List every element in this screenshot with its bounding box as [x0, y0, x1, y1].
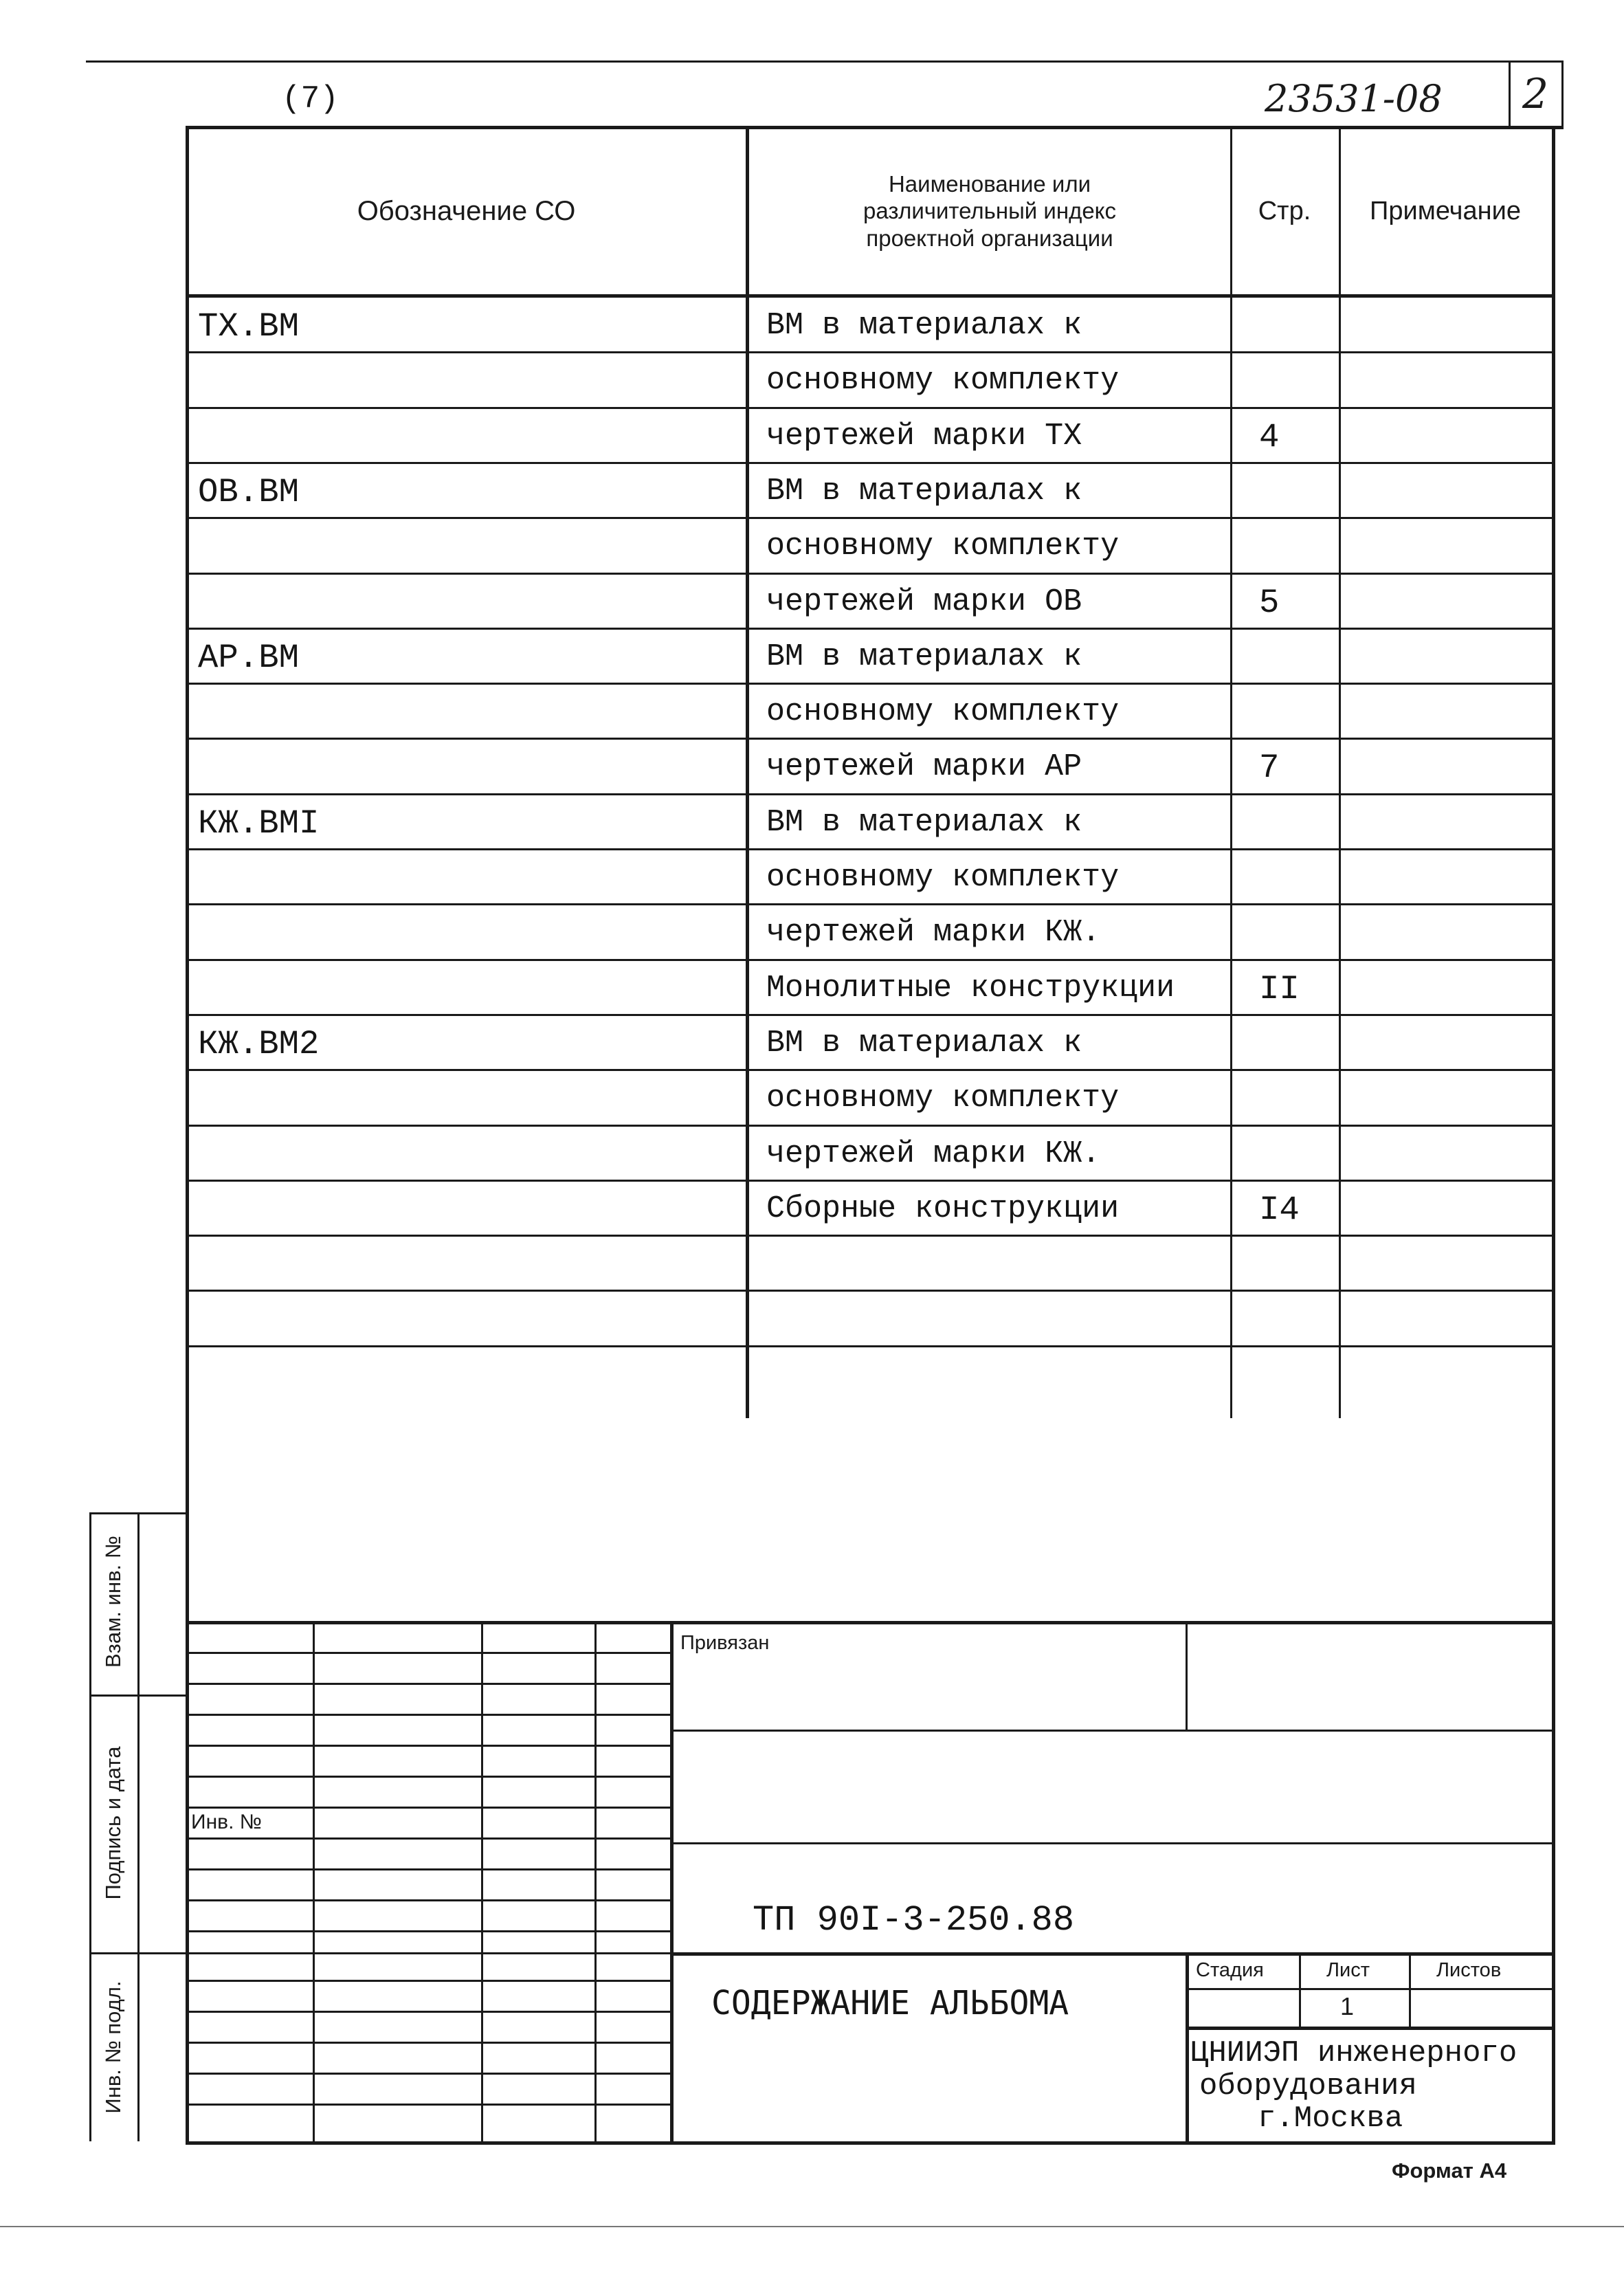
header-note: Примечание — [1370, 196, 1521, 225]
row-name: чертежей марки ТХ — [766, 418, 1082, 454]
privyazan-label: Привязан — [680, 1632, 770, 1654]
row-designation: ОВ.ВМ — [198, 472, 300, 511]
header-page: Стр. — [1258, 196, 1311, 225]
row-name: чертежей марки ОВ — [766, 584, 1082, 619]
row-page: II — [1259, 969, 1300, 1008]
row-name: ВМ в материалах к — [766, 473, 1082, 509]
frame-left — [186, 126, 189, 2143]
row-name: ВМ в материалах к — [766, 804, 1082, 840]
row-name: основному комплекту — [766, 1081, 1120, 1116]
inv-no-label: Инв. № — [191, 1811, 262, 1833]
row-designation: ТХ.ВМ — [198, 307, 300, 346]
row-name: ВМ в материалах к — [766, 1025, 1082, 1061]
row-name: ВМ в материалах к — [766, 639, 1082, 674]
row-name: основному комплекту — [766, 529, 1120, 564]
sheets-label: Листов — [1436, 1959, 1502, 1981]
document-title: СОДЕРЖАНИЕ АЛЬБОМА — [711, 1984, 1069, 2022]
row-name: чертежей марки КЖ. — [766, 915, 1101, 951]
page-number-left: (7) — [282, 81, 339, 117]
row-page: 4 — [1259, 417, 1280, 456]
row-name: Сборные конструкции — [766, 1191, 1120, 1226]
row-name: основному комплекту — [766, 694, 1120, 730]
sheet-label: Лист — [1326, 1959, 1370, 1981]
org-line-2: оборудования — [1199, 2069, 1417, 2104]
side-label-inv-podl: Инв. № подл. — [101, 1980, 125, 2114]
row-name: основному комплекту — [766, 860, 1120, 895]
header-designation: Обозначение СО — [357, 195, 576, 226]
org-line-1: ЦНИИЭП инженерного — [1190, 2036, 1517, 2071]
row-name: чертежей марки КЖ. — [766, 1136, 1101, 1171]
document-code: 23531-08 — [1265, 77, 1443, 120]
row-designation: КЖ.ВМ2 — [198, 1024, 320, 1063]
row-name: Монолитные конструкции — [766, 970, 1175, 1006]
frame-bottom — [186, 2141, 1555, 2145]
header-name: Наименование или различительный индекс проектной организации — [863, 170, 1116, 251]
row-page: 7 — [1259, 749, 1280, 788]
project-code: ТП 90I-3-250.88 — [753, 1900, 1075, 1941]
format-label: Формат А4 — [1392, 2159, 1507, 2183]
sheet-corner-number: 2 — [1522, 70, 1549, 118]
side-label-podpis-data: Подпись и дата — [101, 1746, 125, 1900]
row-page: 5 — [1259, 583, 1280, 622]
sheet-value: 1 — [1340, 1992, 1355, 2020]
side-label-vzam-inv: Взам. инв. № — [101, 1535, 125, 1668]
row-name: чертежей марки АР — [766, 749, 1082, 785]
org-line-3: г.Москва — [1258, 2101, 1403, 2136]
row-name: ВМ в материалах к — [766, 308, 1082, 343]
row-designation: АР.ВМ — [198, 638, 300, 677]
row-name: основному комплекту — [766, 363, 1120, 399]
row-page: I4 — [1259, 1190, 1300, 1229]
stage-label: Стадия — [1196, 1959, 1264, 1981]
row-designation: КЖ.ВМI — [198, 804, 320, 843]
frame-right — [1552, 126, 1555, 2143]
